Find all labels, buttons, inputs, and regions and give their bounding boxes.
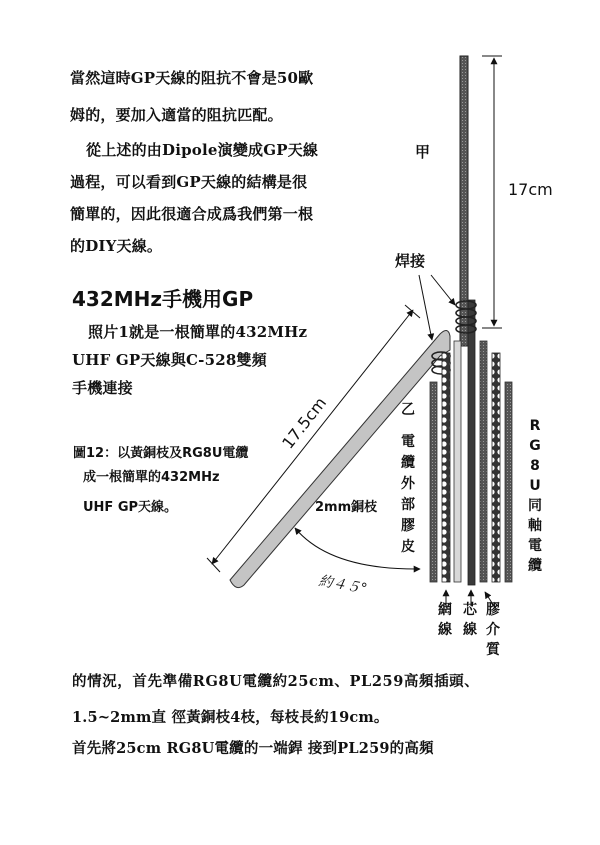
text-line: 手機連接 bbox=[72, 379, 133, 397]
top-length-label: 17cm bbox=[508, 180, 553, 199]
angle-label: 約４５° bbox=[317, 573, 369, 598]
core-label: 芯 線 bbox=[463, 602, 477, 638]
radial-element-label: 乙 bbox=[401, 402, 415, 418]
section-heading: 432MHz手機用GP bbox=[72, 287, 254, 311]
text-line: 1.5~2mm直 徑黃銅枝4枝，每枝長約19cm。 bbox=[72, 709, 389, 726]
text-line: 的DIY天線。 bbox=[70, 237, 163, 255]
top-element-rod bbox=[460, 56, 468, 346]
text-line: 的情況，首先準備RG8U電纜約25cm、PL259高頻插頭、 bbox=[72, 673, 480, 690]
caption-line: 圖12：以黃銅枝及RG8U電纜 bbox=[73, 446, 249, 461]
outer-jacket-left bbox=[430, 382, 437, 582]
caption-line: UHF GP天線。 bbox=[83, 500, 178, 515]
text-line: UHF GP天線與C-528雙頻 bbox=[72, 351, 267, 369]
braid-label: 網 線 bbox=[438, 602, 452, 638]
top-element-label: 甲 bbox=[415, 143, 431, 161]
text-line: 當然這時GP天線的阻抗不會是50歐 bbox=[70, 69, 314, 87]
outer-jacket-label: 電 纜 外 部 膠 皮 bbox=[401, 434, 415, 555]
dielectric-left bbox=[454, 341, 461, 582]
text-line: 從上述的由Dipole演變成GP天線 bbox=[86, 141, 319, 159]
solder-label: 焊接 bbox=[395, 252, 426, 270]
text-line: 照片1就是一根簡單的432MHz bbox=[88, 323, 308, 341]
radial-length-label: 17.5cm bbox=[278, 393, 331, 453]
continuation-paragraph bbox=[72, 664, 479, 736]
core-wire-top bbox=[468, 300, 475, 585]
text-line: 過程，可以看到GP天線的結構是很 bbox=[70, 173, 308, 191]
dielectric-label: 膠 介 質 bbox=[486, 602, 500, 658]
caption-line: 成一根簡單的432MHz bbox=[83, 470, 220, 485]
radial-element bbox=[230, 330, 450, 587]
dielectric-right bbox=[480, 341, 487, 582]
text-line: 姆的，要加入適當的阻抗匹配。 bbox=[70, 106, 283, 124]
outer-jacket-right bbox=[505, 382, 512, 582]
text-line: 簡單的，因此很適合成爲我們第一根 bbox=[70, 205, 314, 223]
final-paragraph bbox=[72, 737, 434, 758]
cable-name-label: R G 8 U 同 軸 電 纜 bbox=[528, 418, 542, 574]
braid-right bbox=[492, 353, 500, 582]
radial-material-label: 2mm銅枝 bbox=[315, 500, 378, 515]
text-line: 首先將25cm RG8U電纜的一端銲 接到PL259的高頻 bbox=[72, 740, 434, 757]
braid-left bbox=[442, 353, 450, 582]
